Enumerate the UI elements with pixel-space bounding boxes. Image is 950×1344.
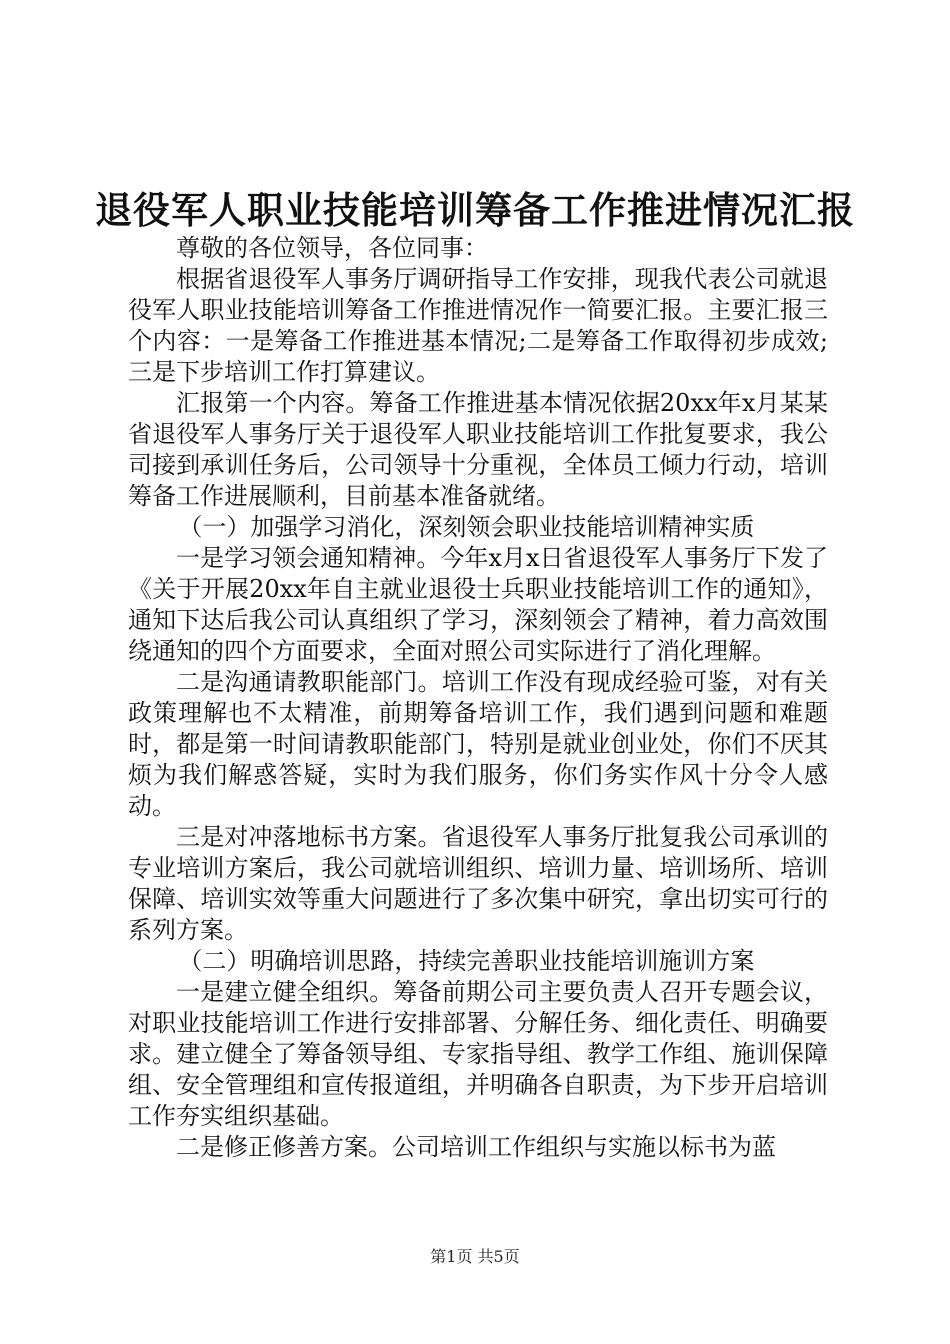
study-notice-paragraph: 一是学习领会通知精神。今年x月x日省退役军人事务厅下发了《关于开展20xx年自主就业退役士兵职业技能培训工作的通知》，通知下达后我公司认真组织了学习，深刻领会了精神，着力高效围绕通知的四个方面要求，全面对照公司实际进行了消化理解。 — [128, 544, 828, 665]
page-footer: 第1页 共5页 — [430, 1247, 520, 1266]
organization-paragraph: 一是建立健全组织。筹备前期公司主要负责人召开专题会议，对职业技能培训工作进行安排部署、分解任务、细化责任、明确要求。建立健全了筹备领导组、专家指导组、教学工作组、施训保障组、安全管理组和宣传报道组，并明确各自职责，为下步开启培训工作夯实组织基础。 — [128, 978, 828, 1130]
document-title: 退役军人职业技能培训筹备工作推进情况汇报 — [95, 188, 855, 232]
section-heading-2: （二）明确培训思路，持续完善职业技能培训施训方案 — [178, 947, 755, 975]
document-body — [128, 233, 828, 1163]
section-heading-1: （一）加强学习消化，深刻领会职业技能培训精神实质 — [178, 513, 755, 541]
tender-plan-paragraph: 三是对冲落地标书方案。省退役军人事务厅批复我公司承训的专业培训方案后，我公司就培训组织、培训力量、培训场所、培训保障、培训实效等重大问题进行了多次集中研究，拿出切实可行的系列方案。 — [128, 823, 828, 944]
basic-situation-paragraph: 汇报第一个内容。筹备工作推进基本情况依据20xx年x月某某省退役军人事务厅关于退役军人职业技能培训工作批复要求，我公司接到承训任务后，公司领导十分重视，全体员工倾力行动，培训筹备工作进展顺利，目前基本准备就绪。 — [128, 389, 828, 510]
consult-departments-paragraph: 二是沟通请教职能部门。培训工作没有现成经验可鉴，对有关政策理解也不太精准，前期筹备培训工作，我们遇到问题和难题时，都是第一时间请教职能部门，特别是就业创业处，你们不厌其烦为我们解惑答疑，实时为我们服务，你们务实作风十分令人感动。 — [128, 668, 828, 820]
intro-paragraph: 根据省退役军人事务厅调研指导工作安排，现我代表公司就退役军人职业技能培训筹备工作推进情况作一简要汇报。主要汇报三个内容：一是筹备工作推进基本情况;二是筹备工作取得初步成效;三是下步培训工作打算建议。 — [128, 265, 828, 386]
salutation-paragraph: 尊敬的各位领导，各位同事： — [176, 234, 488, 262]
revise-plan-paragraph: 二是修正修善方案。公司培训工作组织与实施以标书为蓝 — [176, 1133, 776, 1161]
